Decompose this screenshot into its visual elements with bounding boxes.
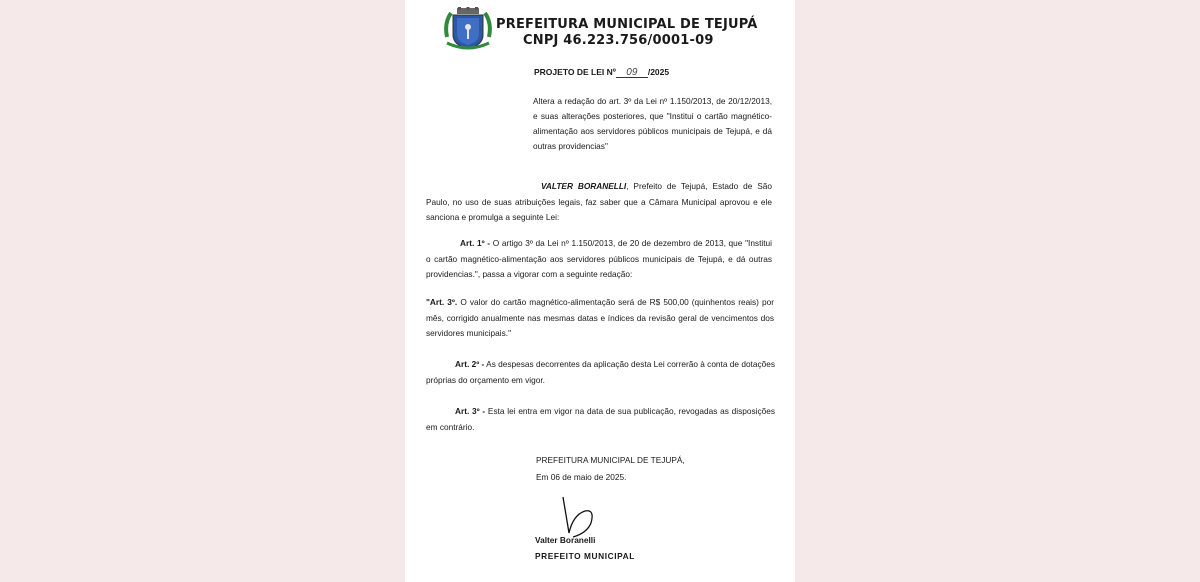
article-3-label: Art. 3º -: [455, 406, 486, 416]
handwritten-signature-icon: [555, 493, 605, 541]
quoted-article-3: [426, 295, 774, 342]
projeto-de-lei-heading: [534, 67, 669, 78]
quoted-article-3-text: O valor do cartão magnético-alimentação será de R$ 500,00 (quinhentos reais) por mês, corrigido anualmente nas mesmas datas e índices da revisão geral de vencimentos dos servidores municipais.": [426, 297, 774, 338]
signatory-name: Valter Boranelli: [535, 535, 596, 545]
article-1-label: Art. 1º -: [460, 238, 491, 248]
document-page: [405, 0, 795, 582]
projeto-prefix: PROJETO DE LEI Nº: [534, 67, 616, 77]
closing-place: PREFEITURA MUNICIPAL DE TEJUPÁ,: [536, 455, 685, 465]
signatory-title: PREFEITO MUNICIPAL: [535, 551, 635, 561]
article-2-text: As despesas decorrentes da aplicação desta Lei correrão à conta de dotações próprias do orçamento em vigor.: [426, 359, 775, 385]
quoted-article-3-label: "Art. 3º.: [426, 297, 458, 307]
projeto-suffix: /2025: [647, 67, 670, 77]
projeto-number: 09: [616, 69, 648, 78]
article-3: [426, 404, 775, 435]
municipal-crest-icon: [443, 7, 493, 51]
article-3-text: Esta lei entra em vigor na data de sua publicação, revogadas as disposições em contrário.: [426, 406, 775, 432]
ementa: Altera a redação do art. 3º da Lei nº 1.150/2013, de 20/12/2013, e suas alterações posteriores, que "Institui o cartão magnético-alimentação aos servidores públicos municipais de Tejupá, e dá outras providencias": [533, 96, 772, 151]
preamble-text: , Prefeito de Tejupá, Estado de São Paulo, no uso de suas atribuições legais, faz saber que a Câmara Municipal aprovou e ele sanciona e promulga a seguinte Lei:: [426, 181, 772, 222]
mayor-name: VALTER BORANELLI: [541, 181, 627, 191]
article-1: [426, 236, 772, 283]
article-2: [426, 357, 775, 388]
header-title: PREFEITURA MUNICIPAL DE TEJUPÁ: [496, 17, 758, 32]
closing-date: Em 06 de maio de 2025.: [536, 472, 627, 482]
preamble-paragraph: [426, 179, 772, 226]
article-2-label: Art. 2º -: [455, 359, 485, 369]
header-cnpj: CNPJ 46.223.756/0001-09: [523, 33, 714, 48]
article-1-text: O artigo 3º da Lei nº 1.150/2013, de 20 de dezembro de 2013, que "Institui o cartão magnético-alimentação aos servidores públicos municipais de Tejupá, e dá outras providencias.", passa a vigorar com a seguinte redação:: [426, 238, 772, 279]
closing-block: [536, 452, 685, 486]
